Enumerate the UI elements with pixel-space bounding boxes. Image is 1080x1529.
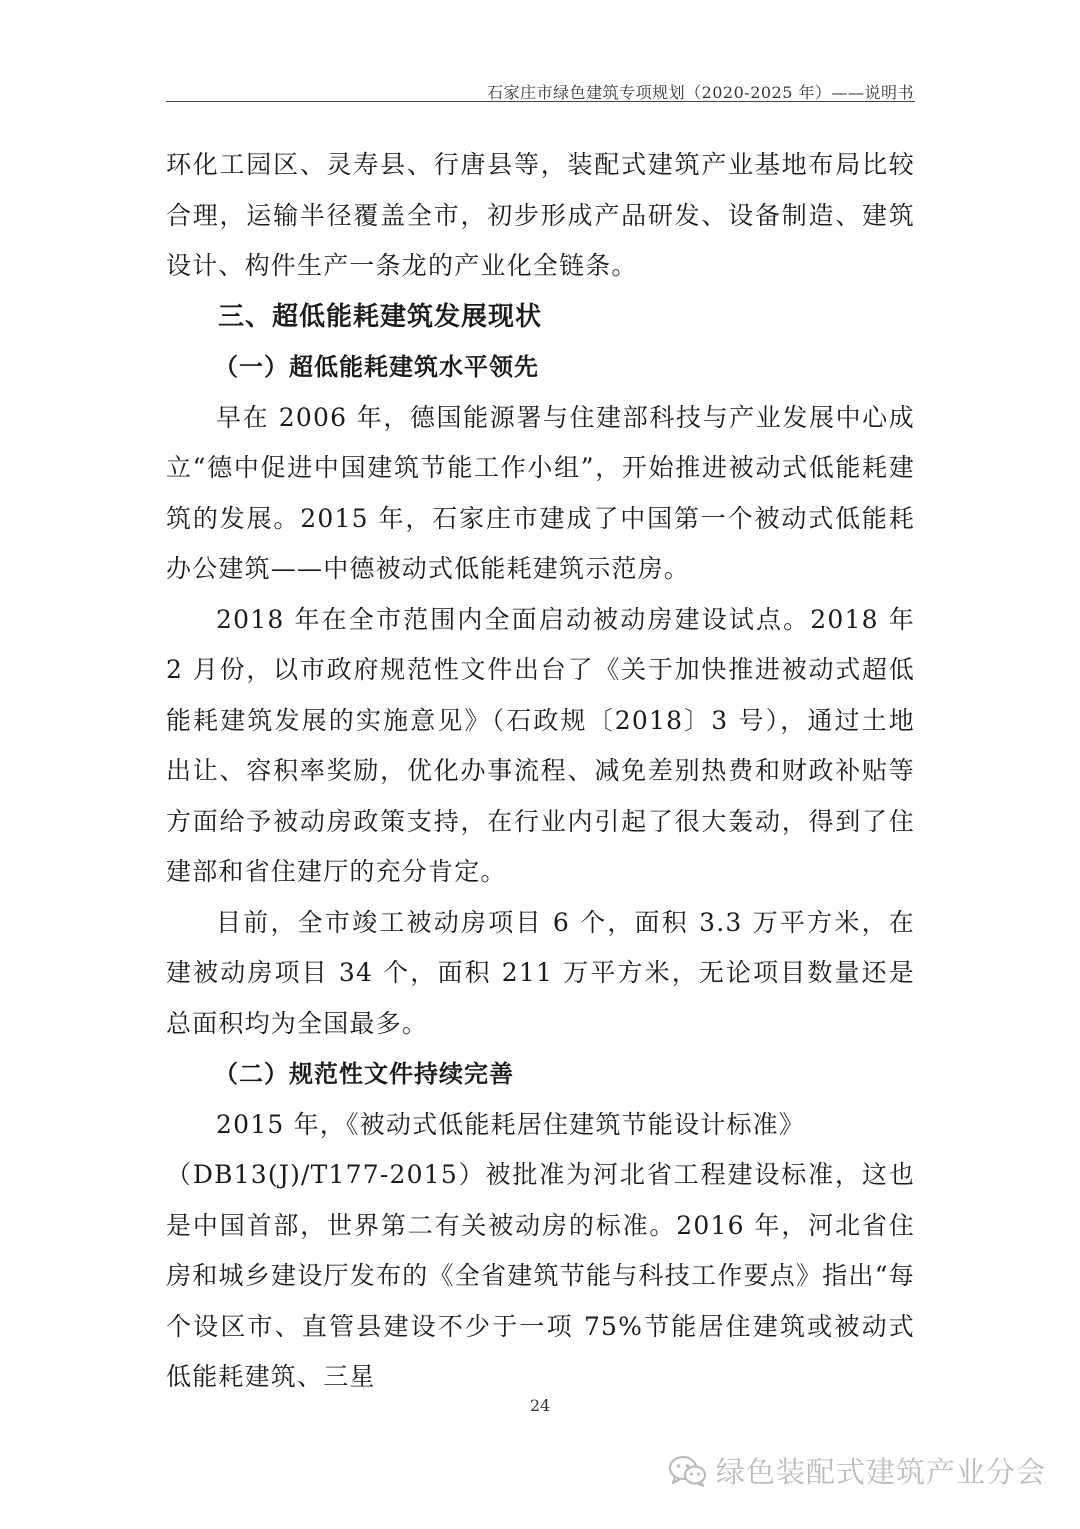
watermark-text: 绿色装配式建筑产业分会	[715, 1455, 1046, 1489]
paragraph-3: 目前，全市竣工被动房项目 6 个，面积 3.3 万平方米，在建被动房项目 34 个，面积 211 万平方米，无论项目数量还是总面积均为全国最多。	[166, 907, 915, 1038]
subsection-heading-2: （二）规范性文件持续完善	[214, 1059, 514, 1088]
continued-paragraph: 环化工园区、灵寿县、行唐县等，装配式建筑产业基地布局比较合理，运输半径覆盖全市，初步形成产品研发、设备制造、建筑设计、构件生产一条龙的产业化全链条。	[166, 150, 915, 280]
paragraph-2: 2018 年在全市范围内全面启动被动房建设试点。2018 年 2 月份，以市政府规范性文件出台了《关于加快推进被动式超低能耗建筑发展的实施意见》（石政规〔2018〕3 号），通过土地出让、容积率奖励，优化办事流程、减免差别热费和财政补贴等方面给予被动房政策支持，在行业内引起了很大轰动，得到了住建部和省住建厅的充分肯定。	[166, 604, 915, 886]
document-body	[166, 140, 915, 1403]
paragraph-1: 早在 2006 年，德国能源署与住建部科技与产业发展中心成立“德中促进中国建筑节能工作小组”，开始推进被动式低能耗建筑的发展。2015 年，石家庄市建成了中国第一个被动式低能耗办公建筑——中德被动式低能耗建筑示范房。	[166, 402, 915, 583]
page-number: 24	[529, 1396, 551, 1415]
section-heading: 三、超低能耗建筑发展现状	[218, 301, 543, 332]
subsection-heading-1: （一）超低能耗建筑水平领先	[214, 352, 539, 381]
watermark	[668, 1450, 1046, 1491]
header-rule	[166, 101, 915, 102]
wechat-icon	[668, 1454, 708, 1488]
running-header-title: 石家庄市绿色建筑专项规划（2020-2025 年）——说明书	[487, 83, 914, 102]
paragraph-4-line-1: 2015 年，《被动式低能耗居住建筑节能设计标准》	[216, 1109, 806, 1139]
paragraph-4-continued: （DB13(J)/T177-2015）被批准为河北省工程建设标准，这也是中国首部，世界第二有关被动房的标准。2016 年，河北省住房和城乡建设厅发布的《全省建筑节能与科技工作要点》指出“每个设区市、直管县建设不少于一项 75%节能居住建筑或被动式低能耗建筑、三星	[166, 1160, 915, 1391]
